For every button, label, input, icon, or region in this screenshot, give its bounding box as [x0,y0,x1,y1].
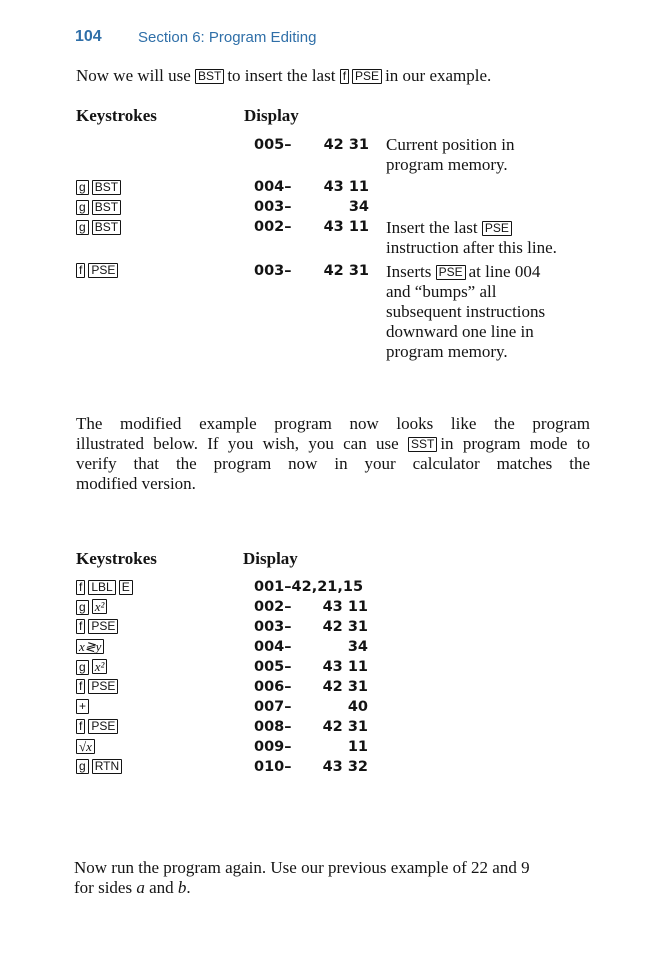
g-key: g [76,200,89,215]
e-key: E [119,580,133,595]
bst-key: BST [92,180,121,195]
t1-row2-keys [76,200,124,216]
t1-row0-note-2: program memory. [386,155,508,174]
para2-line1: The modified example program now looks like the program [76,414,590,433]
t2-row8-keys [76,739,98,756]
t2-row4-code: 43 11 [322,659,368,675]
pse-key: PSE [88,679,118,694]
t2-row1-code: 43 11 [322,599,368,615]
t2-row8-line: 009– [254,739,292,755]
table2-keystrokes-heading: Keystrokes [76,549,157,568]
g-key: g [76,180,89,195]
t2-row0-display: 001–42,21,15 [254,579,364,595]
pse-key: PSE [436,265,466,280]
t1-row1-line: 004– [254,179,292,195]
f-key: f [76,719,85,734]
f-key: f [340,69,349,84]
table1-display-heading: Display [244,106,299,125]
t2-row4-keys [76,659,110,676]
t2-row1-keys [76,599,110,616]
intro-text-3: in our example. [385,66,492,85]
t2-row5-keys [76,679,121,695]
g-key: g [76,759,89,774]
x-squared-key: x² [92,659,108,674]
f-key: f [76,580,85,595]
intro-text-2: to insert the last [227,66,336,85]
pse-key: PSE [88,619,118,634]
t2-row3-line: 004– [254,639,292,655]
t2-row9-code: 43 32 [322,759,368,775]
side-a: a [136,878,145,897]
t1-row0-line: 005– [254,137,292,153]
table1-keystrokes-heading: Keystrokes [76,106,157,125]
f-key: f [76,263,85,278]
closing-text-and: and [149,878,174,897]
t1-row3-line: 002– [254,219,292,235]
g-key: g [76,220,89,235]
para2-line2 [76,434,590,454]
x-squared-key: x² [92,599,108,614]
pse-key: PSE [88,263,118,278]
bst-key: BST [92,200,121,215]
t1-row1-keys [76,180,124,196]
t2-row7-line: 008– [254,719,292,735]
g-key: g [76,660,89,675]
t2-row4-line: 005– [254,659,292,675]
intro-sentence [76,66,491,86]
t1-row4-code: 42 31 [323,263,369,279]
side-b: b [177,878,187,897]
t1-row2-code: 34 [348,199,369,215]
plus-key: + [76,699,89,714]
t1-row1-code: 43 11 [323,179,369,195]
f-key: f [76,619,85,634]
intro-text-1: Now we will use [76,66,191,85]
t1-row4-note-text-a: Inserts [386,262,432,281]
t1-row0-note-1: Current position in [386,135,515,154]
sqrt-x-key: √x [76,739,95,754]
pse-key: PSE [88,719,118,734]
pse-key: PSE [352,69,382,84]
para2-line4: modified version. [76,474,196,493]
t1-row3-note-1 [386,218,515,238]
t1-row4-note-text-b: at line 004 [468,262,541,281]
t2-row3-keys [76,639,107,656]
page-number: 104 [75,28,102,45]
t1-row4-note-1 [386,262,540,282]
t1-row4-note-2: and “bumps” all [386,282,497,301]
t2-row2-keys [76,619,121,635]
t2-row6-line: 007– [254,699,292,715]
t2-row7-code: 42 31 [322,719,368,735]
t2-row2-line: 003– [254,619,292,635]
t1-row3-keys [76,220,124,236]
x-exchange-y-key: x≷y [76,639,104,654]
section-title: Section 6: Program Editing [138,29,317,46]
t1-row4-line: 003– [254,263,292,279]
t1-row3-note-2: instruction after this line. [386,238,557,257]
g-key: g [76,600,89,615]
t2-row9-line: 010– [254,759,292,775]
sst-key: SST [408,437,437,452]
t2-row6-keys [76,699,92,715]
t2-row3-code: 34 [347,639,368,655]
closing-period: . [186,878,191,897]
t1-row2-line: 003– [254,199,292,215]
rtn-key: RTN [92,759,122,774]
t2-row7-keys [76,719,121,735]
t1-row4-note-3: subsequent instructions [386,302,546,321]
t1-row3-code: 43 11 [323,219,369,235]
t1-row4-note-5: program memory. [386,342,508,361]
t1-row4-note-4: downward one line in [386,322,534,341]
closing-line1: Now run the program again. Use our previous example of 22 and 9 [74,858,530,877]
t2-row0-keys [76,580,136,596]
table2-display-heading: Display [243,549,298,568]
f-key: f [76,679,85,694]
bst-key: BST [195,69,224,84]
bst-key: BST [92,220,121,235]
t2-row1-line: 002– [254,599,292,615]
para2-line3: verify that the program now in your calculator matches the [76,454,590,473]
t2-row5-code: 42 31 [322,679,368,695]
t1-row3-note-text: Insert the last [386,218,478,237]
para2-line2-text-b: in program mode to [440,434,590,453]
pse-key: PSE [482,221,512,236]
para2-line2-text-a: illustrated below. If you wish, you can use [76,434,399,453]
lbl-key: LBL [88,580,115,595]
t2-row9-keys [76,759,125,775]
t2-row8-code: 11 [347,739,368,755]
t1-row0-code: 42 31 [323,137,369,153]
t2-row2-code: 42 31 [322,619,368,635]
t1-row4-keys [76,263,121,279]
t2-row6-code: 40 [347,699,368,715]
closing-text-a: for sides [74,878,133,897]
closing-line2 [74,878,191,898]
t2-row5-line: 006– [254,679,292,695]
